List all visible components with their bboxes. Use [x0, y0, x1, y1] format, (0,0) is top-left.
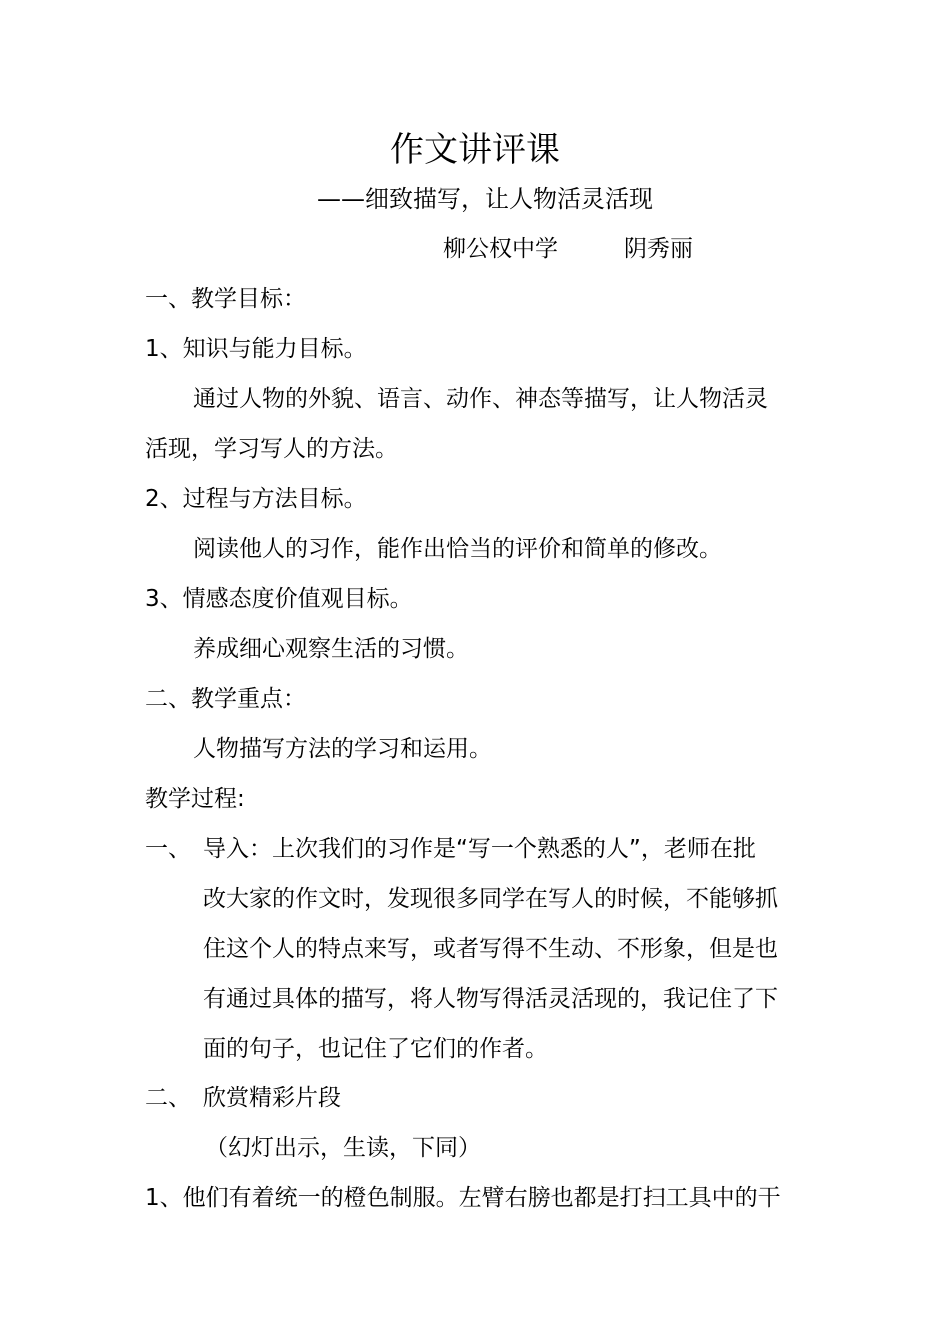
step-2-marker: 二、	[145, 1085, 191, 1111]
author-name: 阴秀丽	[624, 236, 693, 262]
step-1-marker: 一、	[145, 836, 191, 862]
author-school: 柳公权中学	[443, 236, 558, 262]
objective-2-body: 阅读他人的习作，能作出恰当的评价和简单的修改。	[193, 536, 722, 562]
step-1-line-5: 面的句子，也记住了它们的作者。	[203, 1036, 548, 1062]
objective-2-title: 2、过程与方法目标。	[145, 486, 367, 512]
objective-3-body: 养成细心观察生活的习惯。	[193, 636, 469, 662]
objective-3-title: 3、情感态度价值观目标。	[145, 586, 413, 612]
process-heading: 教学过程:	[145, 786, 245, 812]
document-title: 作文讲评课	[390, 130, 560, 170]
step-1-line-2: 改大家的作文时，发现很多同学在写人的时候，不能够抓	[203, 886, 778, 912]
document-subtitle: ——细致描写，让人物活灵活现	[317, 185, 653, 213]
keypoints-heading: 二、教学重点：	[145, 686, 306, 712]
step-2-note: （幻灯出示，生读，下同）	[205, 1135, 481, 1161]
excerpt-1: 1、他们有着统一的橙色制服。左臂右膀也都是打扫工具中的干	[145, 1185, 781, 1211]
objectives-heading: 一、教学目标：	[145, 286, 306, 312]
objective-1-body-line-2: 活现，学习写人的方法。	[145, 436, 398, 462]
objective-1-body-line-1: 通过人物的外貌、语言、动作、神态等描写，让人物活灵	[193, 386, 768, 412]
objective-1-title: 1、知识与能力目标。	[145, 336, 367, 362]
keypoints-body: 人物描写方法的学习和运用。	[193, 736, 492, 762]
step-2-title: 欣赏精彩片段	[203, 1085, 341, 1111]
step-1-line-3: 住这个人的特点来写，或者写得不生动、不形象，但是也	[203, 936, 778, 962]
step-1-line-1: 导入：上次我们的习作是“写一个熟悉的人”，老师在批	[203, 836, 756, 862]
step-1-line-4: 有通过具体的描写，将人物写得活灵活现的，我记住了下	[203, 986, 778, 1012]
